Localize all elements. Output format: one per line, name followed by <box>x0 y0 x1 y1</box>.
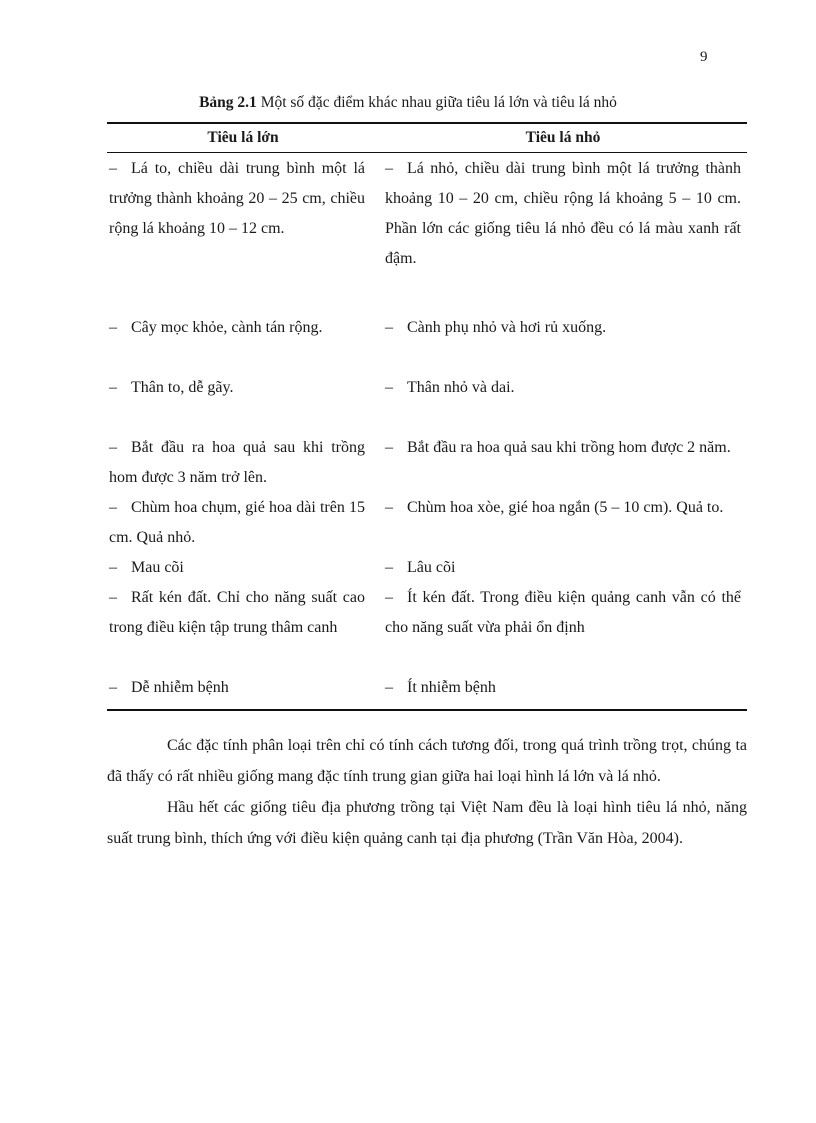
cell-small-leaf: – Cành phụ nhỏ và hơi rủ xuống. <box>385 319 607 336</box>
table-row <box>107 673 747 703</box>
cell-small-leaf: – Ít kén đất. Trong điều kiện quảng canh vẫn có thể cho năng suất vừa phải ổn định <box>385 589 741 636</box>
table-row <box>107 373 747 403</box>
cell-small-leaf: – Chùm hoa xòe, gié hoa ngắn (5 – 10 cm). Quả to. <box>385 499 724 516</box>
header-large-leaf: Tiêu lá lớn <box>207 129 279 146</box>
caption-label: Bảng 2.1 <box>199 94 257 111</box>
cell-large-leaf: – Cây mọc khỏe, cành tán rộng. <box>109 319 323 336</box>
cell-small-leaf: – Lá nhỏ, chiều dài trung bình một lá trưởng thành khoảng 10 – 20 cm, chiều rộng lá khoảng 5 – 10 cm. Phần lớn các giống tiêu lá nhỏ đều có lá màu xanh rất đậm. <box>385 160 741 267</box>
page-number: 9 <box>700 49 708 65</box>
table-row <box>107 433 747 493</box>
comparison-table <box>107 122 747 711</box>
caption-text: Một số đặc điểm khác nhau giữa tiêu lá lớn và tiêu lá nhỏ <box>256 94 617 111</box>
cell-large-leaf: – Dễ nhiễm bệnh <box>109 679 229 696</box>
cell-small-leaf: – Thân nhỏ và dai. <box>385 379 515 396</box>
body-text <box>107 730 747 854</box>
table-header-row <box>107 124 747 152</box>
cell-large-leaf: – Bắt đầu ra hoa quả sau khi trồng hom được 3 năm trở lên. <box>109 439 365 486</box>
cell-large-leaf: – Chùm hoa chụm, gié hoa dài trên 15 cm. Quả nhỏ. <box>109 499 365 546</box>
header-small-leaf: Tiêu lá nhỏ <box>525 129 601 146</box>
table-row <box>107 583 747 673</box>
paragraph: Các đặc tính phân loại trên chỉ có tính cách tương đối, trong quá trình trồng trọt, chúng ta đã thấy có rất nhiều giống mang đặc tính trung gian giữa hai loại hình lá lớn và lá nhỏ. <box>107 737 747 785</box>
table-row <box>107 553 747 583</box>
cell-large-leaf: – Lá to, chiều dài trung bình một lá trưởng thành khoảng 20 – 25 cm, chiều rộng lá khoảng 10 – 12 cm. <box>109 160 365 237</box>
cell-small-leaf: – Bắt đầu ra hoa quả sau khi trồng hom được 2 năm. <box>385 439 731 456</box>
table-row <box>107 154 747 274</box>
table-row <box>107 313 747 343</box>
paragraph: Hầu hết các giống tiêu địa phương trồng tại Việt Nam đều là loại hình tiêu lá nhỏ, năng suất trung bình, thích ứng với điều kiện quảng canh tại địa phương (Trần Văn Hòa, 2004). <box>107 799 747 847</box>
cell-small-leaf: – Lâu cõi <box>385 559 456 576</box>
table-caption <box>0 94 816 112</box>
cell-large-leaf: – Thân to, dễ gãy. <box>109 379 234 396</box>
cell-large-leaf: – Mau cõi <box>109 559 184 576</box>
table-header-rule <box>107 152 747 153</box>
cell-large-leaf: – Rất kén đất. Chỉ cho năng suất cao trong điều kiện tập trung thâm canh <box>109 589 365 636</box>
table-bottom-rule <box>107 709 747 711</box>
table-row <box>107 493 747 553</box>
cell-small-leaf: – Ít nhiễm bệnh <box>385 679 496 696</box>
